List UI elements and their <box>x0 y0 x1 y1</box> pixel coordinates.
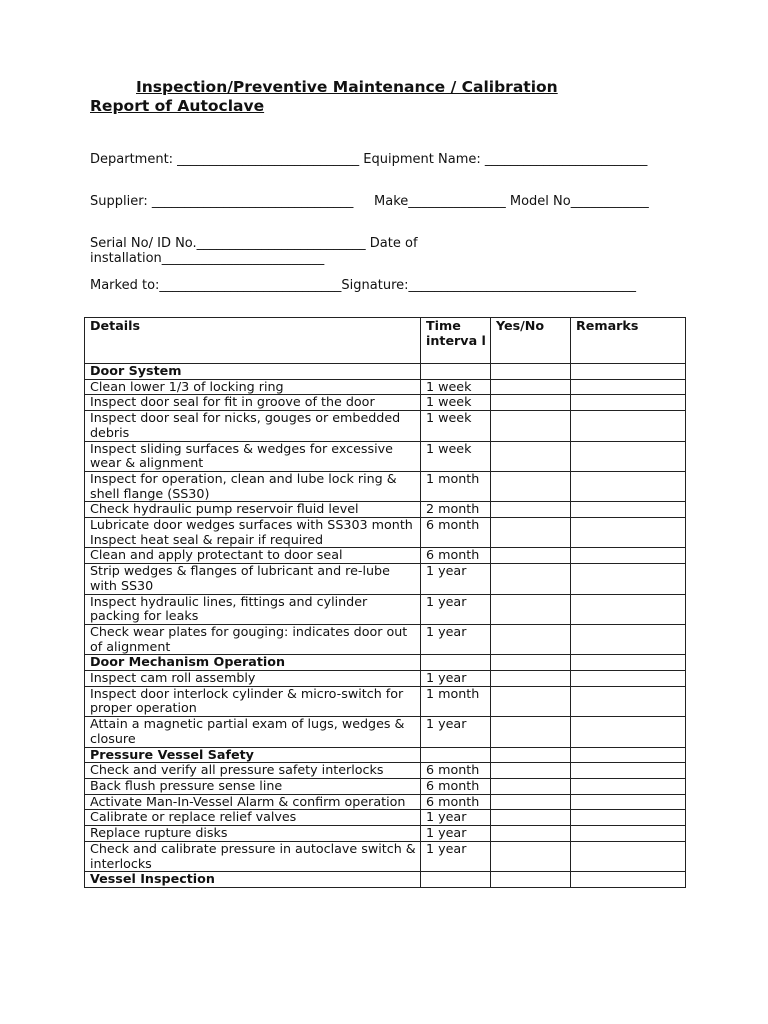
task-details: Check hydraulic pump reservoir fluid level <box>85 502 421 518</box>
remarks-cell[interactable] <box>571 872 686 888</box>
section-title: Vessel Inspection <box>85 872 421 888</box>
yes-no-cell[interactable] <box>491 518 571 548</box>
table-row <box>85 624 686 654</box>
time-interval-cell: 1 week <box>421 441 491 471</box>
time-interval-cell: 6 month <box>421 763 491 779</box>
section-row <box>85 747 686 763</box>
table-row <box>85 518 686 548</box>
time-interval-cell <box>421 364 491 380</box>
time-interval-cell: 6 month <box>421 794 491 810</box>
time-interval-cell: 1 year <box>421 810 491 826</box>
supplier-make-model-field[interactable]: Supplier: _______________________________ Make_______________ Model No____________ <box>90 194 649 209</box>
section-title: Pressure Vessel Safety <box>85 747 421 763</box>
yes-no-cell[interactable] <box>491 671 571 687</box>
task-details: Back flush pressure sense line <box>85 778 421 794</box>
time-interval-cell: 1 month <box>421 471 491 501</box>
time-interval-cell: 2 month <box>421 502 491 518</box>
task-details: Activate Man-In-Vessel Alarm & confirm operation <box>85 794 421 810</box>
section-row <box>85 364 686 380</box>
remarks-cell[interactable] <box>571 717 686 747</box>
task-details: Inspect cam roll assembly <box>85 671 421 687</box>
remarks-cell[interactable] <box>571 471 686 501</box>
yes-no-cell[interactable] <box>491 594 571 624</box>
yes-no-cell[interactable] <box>491 564 571 594</box>
remarks-cell[interactable] <box>571 747 686 763</box>
yes-no-cell[interactable] <box>491 441 571 471</box>
yes-no-cell[interactable] <box>491 471 571 501</box>
task-details: Strip wedges & flanges of lubricant and re-lube with SS30 <box>85 564 421 594</box>
task-details: Inspect door interlock cylinder & micro-switch for proper operation <box>85 686 421 716</box>
time-interval-cell: 1 year <box>421 624 491 654</box>
header-yes-no: Yes/No <box>491 318 571 364</box>
task-details: Inspect hydraulic lines, fittings and cylinder packing for leaks <box>85 594 421 624</box>
task-details: Calibrate or replace relief valves <box>85 810 421 826</box>
remarks-cell[interactable] <box>571 778 686 794</box>
time-interval-cell: 6 month <box>421 548 491 564</box>
remarks-cell[interactable] <box>571 411 686 441</box>
table-row <box>85 502 686 518</box>
yes-no-cell[interactable] <box>491 379 571 395</box>
section-title: Door System <box>85 364 421 380</box>
table-row <box>85 594 686 624</box>
table-row <box>85 471 686 501</box>
time-interval-cell: 1 year <box>421 564 491 594</box>
table-row <box>85 763 686 779</box>
time-interval-cell: 1 year <box>421 594 491 624</box>
remarks-cell[interactable] <box>571 826 686 842</box>
yes-no-cell[interactable] <box>491 872 571 888</box>
table-row <box>85 411 686 441</box>
table-row <box>85 441 686 471</box>
time-interval-cell: 1 week <box>421 411 491 441</box>
remarks-cell[interactable] <box>571 594 686 624</box>
header-details: Details <box>85 318 421 364</box>
time-interval-cell: 1 week <box>421 379 491 395</box>
task-details: Inspect door seal for nicks, gouges or embedded debris <box>85 411 421 441</box>
task-details: Attain a magnetic partial exam of lugs, wedges & closure <box>85 717 421 747</box>
yes-no-cell[interactable] <box>491 624 571 654</box>
time-interval-cell: 1 year <box>421 826 491 842</box>
time-interval-cell <box>421 747 491 763</box>
time-interval-cell: 1 month <box>421 686 491 716</box>
task-details: Inspect sliding surfaces & wedges for excessive wear & alignment <box>85 441 421 471</box>
section-row <box>85 655 686 671</box>
task-details: Clean lower 1/3 of locking ring <box>85 379 421 395</box>
task-details: Lubricate door wedges surfaces with SS303 month Inspect heat seal & repair if required <box>85 518 421 548</box>
remarks-cell[interactable] <box>571 502 686 518</box>
table-row <box>85 564 686 594</box>
yes-no-cell[interactable] <box>491 502 571 518</box>
yes-no-cell[interactable] <box>491 763 571 779</box>
remarks-cell[interactable] <box>571 564 686 594</box>
time-interval-cell <box>421 872 491 888</box>
remarks-cell[interactable] <box>571 841 686 871</box>
time-interval-cell: 1 year <box>421 671 491 687</box>
report-title-line-1: Inspection/Preventive Maintenance / Calibration <box>136 78 558 96</box>
table-row <box>85 379 686 395</box>
task-details: Inspect for operation, clean and lube lock ring & shell flange (SS30) <box>85 471 421 501</box>
remarks-cell[interactable] <box>571 794 686 810</box>
table-row <box>85 778 686 794</box>
yes-no-cell[interactable] <box>491 794 571 810</box>
table-row <box>85 395 686 411</box>
table-row <box>85 826 686 842</box>
yes-no-cell[interactable] <box>491 655 571 671</box>
time-interval-cell: 6 month <box>421 518 491 548</box>
table-row <box>85 548 686 564</box>
yes-no-cell[interactable] <box>491 411 571 441</box>
remarks-cell[interactable] <box>571 441 686 471</box>
task-details: Check wear plates for gouging: indicates door out of alignment <box>85 624 421 654</box>
table-row <box>85 717 686 747</box>
time-interval-cell: 1 year <box>421 717 491 747</box>
yes-no-cell[interactable] <box>491 686 571 716</box>
table-row <box>85 810 686 826</box>
remarks-cell[interactable] <box>571 395 686 411</box>
report-title-line-2: Report of Autoclave <box>90 97 265 115</box>
yes-no-cell[interactable] <box>491 395 571 411</box>
time-interval-cell: 1 week <box>421 395 491 411</box>
task-details: Inspect door seal for fit in groove of the door <box>85 395 421 411</box>
yes-no-cell[interactable] <box>491 826 571 842</box>
department-equipment-field[interactable]: Department: ____________________________ Equipment Name: _________________________ <box>90 152 648 167</box>
remarks-cell[interactable] <box>571 624 686 654</box>
time-interval-cell: 6 month <box>421 778 491 794</box>
table-row <box>85 671 686 687</box>
table-row <box>85 794 686 810</box>
maintenance-checklist-table <box>84 317 686 888</box>
table-row <box>85 841 686 871</box>
remarks-cell[interactable] <box>571 671 686 687</box>
header-time-interval: Time interva l <box>421 318 491 364</box>
section-row <box>85 872 686 888</box>
remarks-cell[interactable] <box>571 379 686 395</box>
remarks-cell[interactable] <box>571 810 686 826</box>
yes-no-cell[interactable] <box>491 778 571 794</box>
task-details: Clean and apply protectant to door seal <box>85 548 421 564</box>
yes-no-cell[interactable] <box>491 841 571 871</box>
serial-installation-field[interactable]: Serial No/ ID No.__________________________ Date of installation_________________________ <box>90 236 422 266</box>
remarks-cell[interactable] <box>571 655 686 671</box>
header-remarks: Remarks <box>571 318 686 364</box>
yes-no-cell[interactable] <box>491 364 571 380</box>
remarks-cell[interactable] <box>571 364 686 380</box>
remarks-cell[interactable] <box>571 548 686 564</box>
table-header-row <box>85 318 686 364</box>
report-title <box>90 78 690 116</box>
yes-no-cell[interactable] <box>491 810 571 826</box>
remarks-cell[interactable] <box>571 518 686 548</box>
remarks-cell[interactable] <box>571 763 686 779</box>
marked-signature-field[interactable]: Marked to:____________________________Signature:___________________________________ <box>90 278 636 293</box>
time-interval-cell: 1 year <box>421 841 491 871</box>
yes-no-cell[interactable] <box>491 717 571 747</box>
remarks-cell[interactable] <box>571 686 686 716</box>
task-details: Check and verify all pressure safety interlocks <box>85 763 421 779</box>
yes-no-cell[interactable] <box>491 747 571 763</box>
time-interval-cell <box>421 655 491 671</box>
yes-no-cell[interactable] <box>491 548 571 564</box>
table-row <box>85 686 686 716</box>
task-details: Check and calibrate pressure in autoclave switch & interlocks <box>85 841 421 871</box>
section-title: Door Mechanism Operation <box>85 655 421 671</box>
task-details: Replace rupture disks <box>85 826 421 842</box>
